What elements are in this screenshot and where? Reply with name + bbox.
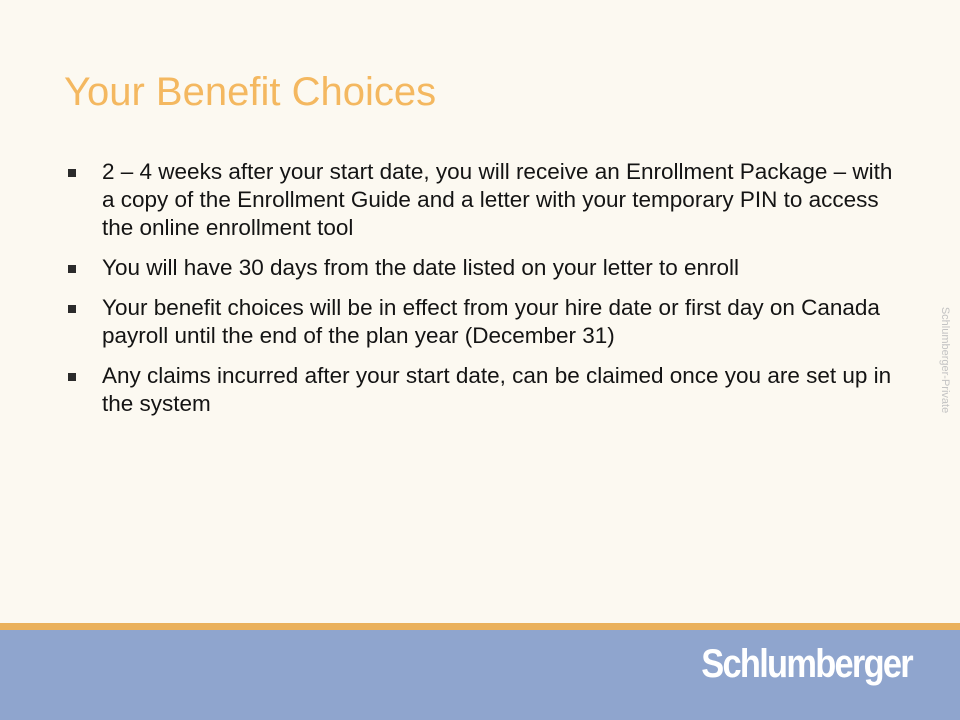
bullet-text: 2 – 4 weeks after your start date, you will receive an Enrollment Package – with a copy of the Enrollment Guide and a letter with your temporary PIN to access the online enrollment tool [102,159,893,240]
footer-band [0,630,960,720]
slide-title: Your Benefit Choices [64,70,437,114]
bullet-text: Any claims incurred after your start date, can be claimed once you are set up in the system [102,363,892,416]
bullet-text: You will have 30 days from the date listed on your letter to enroll [102,255,740,280]
square-bullet-icon [68,305,76,313]
square-bullet-icon [68,265,76,273]
bullet-item [66,254,906,282]
bullet-text: Your benefit choices will be in effect from your hire date or first day on Canada payroll until the end of the plan year (December 31) [102,295,880,348]
bullet-list [66,158,906,430]
bullet-item [66,158,906,242]
classification-label: Schlumberger-Private [939,306,951,414]
company-logo: Schlumberger [701,642,912,686]
square-bullet-icon [68,373,76,381]
bullet-item [66,362,906,418]
bullet-item [66,294,906,350]
footer-stripe [0,623,960,630]
square-bullet-icon [68,169,76,177]
